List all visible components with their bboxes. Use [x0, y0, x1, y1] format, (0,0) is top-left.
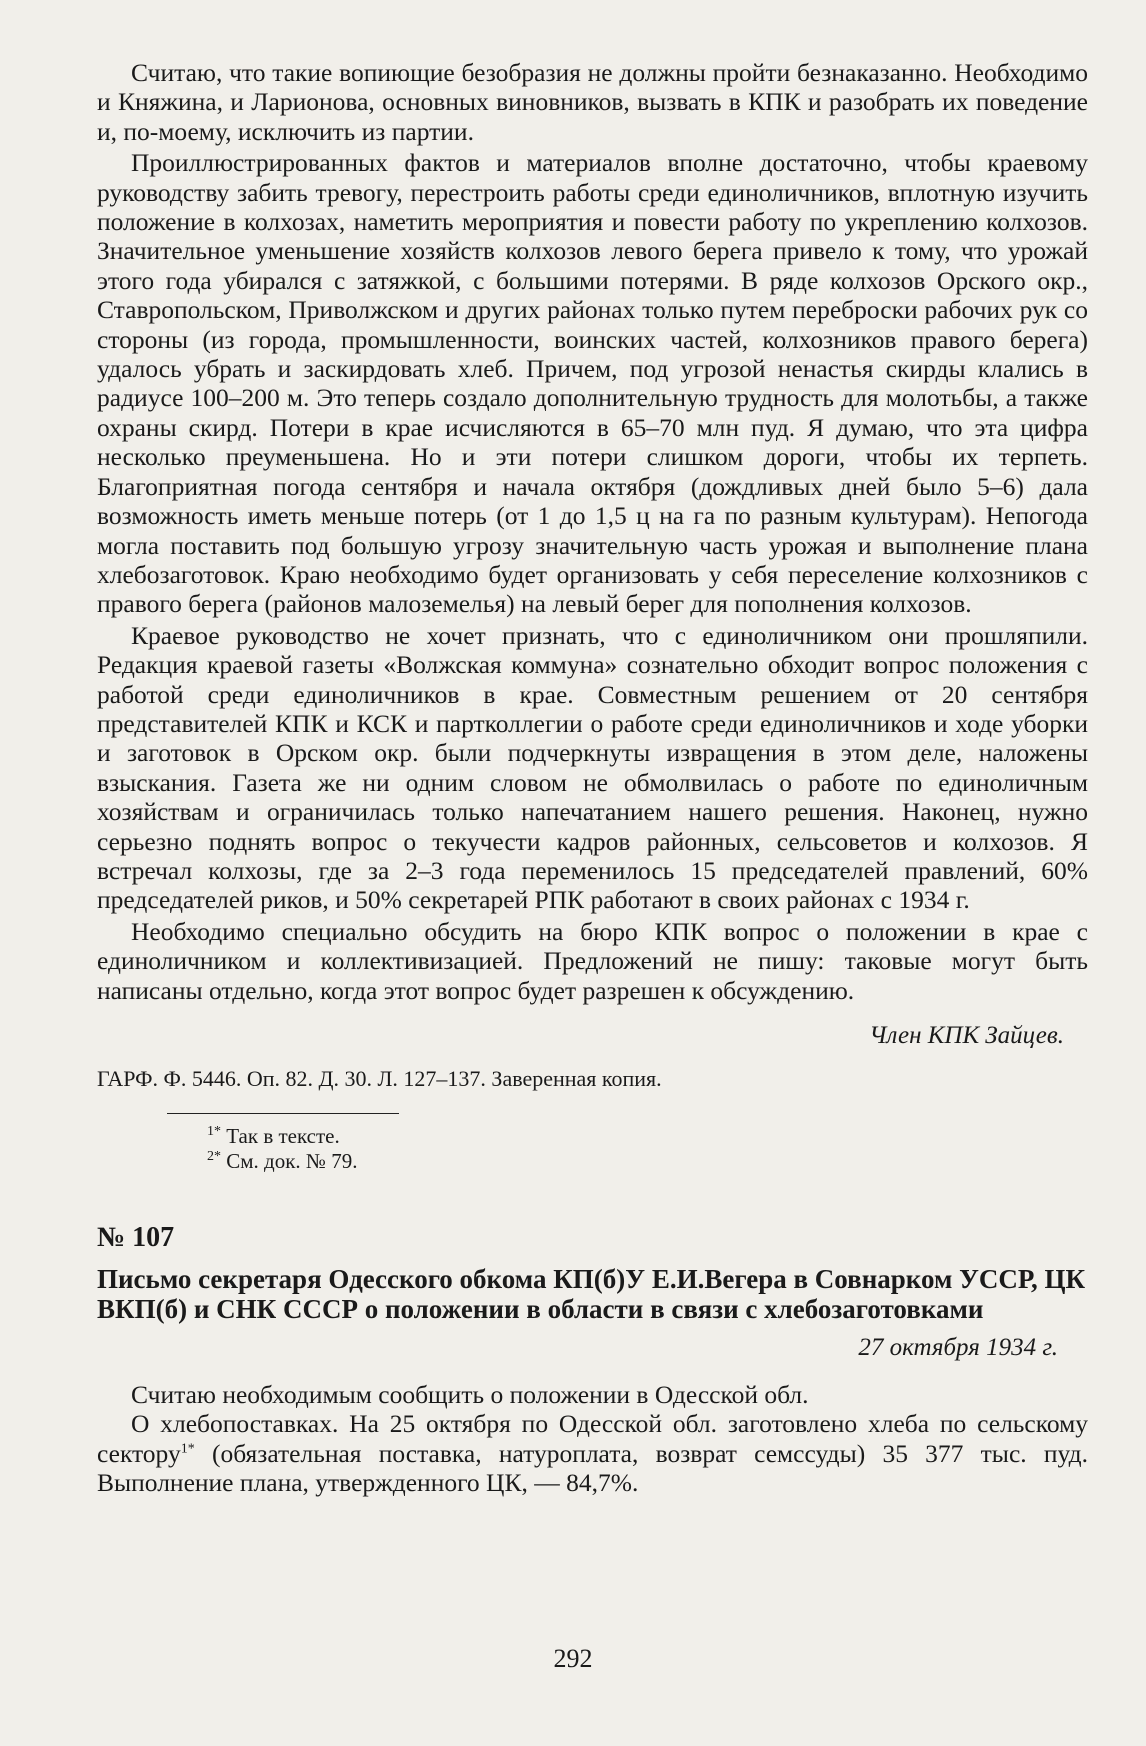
document-107: [97, 1222, 1088, 1498]
document-paragraph-grain: [97, 1409, 1088, 1497]
archive-source: ГАРФ. Ф. 5446. Оп. 82. Д. 30. Л. 127–137. Заверенная копия.: [97, 1066, 662, 1091]
document-number: № 107: [97, 1222, 175, 1253]
grain-text-start: О хлебопоставках. На 25 октября по Одесской обл. заготовлено хлеба по сельскому сектору: [97, 1409, 1088, 1468]
footnote-2: [207, 1149, 1088, 1174]
grain-footnote-mark: 1*: [180, 1441, 195, 1457]
main-column: [97, 58, 1088, 1498]
footnote-1-text: Так в тексте.: [226, 1124, 340, 1148]
signature: Член КПК Зайцев.: [869, 1022, 1064, 1049]
footnote-2-mark: 2*: [207, 1149, 221, 1164]
paragraph-3: Краевое руководство не хочет признать, что с единоличником они прошляпили. Редакция краевой газеты «Волжская коммуна» сознательно обходит вопрос положения с работой среди единоличников в крае. Совместным решением от 20 сентября представителей КПК и КСК и партколлегии о работе среди единоличников и ходе уборки и заготовок в Орском окр. были подчеркнуты извращения в этом деле, наложены взыскания. Газета же ни одним словом не обмолвилась о работе по единоличным хозяйствам и ограничилась только напечатанием нашего решения. Наконец, нужно серьезно поднять вопрос о текучести кадров районных, сельсоветов и колхозов. Я встречал колхозы, где за 2–3 года переменилось 15 председателей правлений, 60% председателей риков, и 50% секретарей РПК работают в своих районах с 1934 г.: [97, 620, 1088, 915]
page-number: 292: [553, 1644, 593, 1673]
grain-text-end: (обязательная поставка, натуроплата, возврат семссуды) 35 377 тыс. пуд. Выполнение плана, утвержденного ЦК, — 84,7%.: [97, 1438, 1088, 1498]
letter-continuation: [97, 58, 1088, 1093]
document-intro: Считаю необходимым сообщить о положении в Одесской обл.: [131, 1380, 809, 1409]
footnote-2-text: См. док. № 79.: [226, 1149, 358, 1173]
paragraph-2: Проиллюстрированных фактов и материалов вполне достаточно, чтобы краевому руководству забить тревогу, перестроить работы среди единоличников, вплотную изучить положение в колхозах, наметить мероприятия и повести работу по укреплению колхозов. Значительное уменьшение хозяйств колхозов левого берега привело к тому, что урожай этого года убирался с затяжкой, с большими потерями. В ряде колхозов Орского окр., Ставропольском, Приволжском и других районах только путем переброски рабочих рук со стороны (из города, промышленности, воинских частей, колхозников правого берега) удалось убрать и заскирдовать хлеб. Причем, под угрозой ненастья скирды клались в радиусе 100–200 м. Это теперь создало дополнительную трудность для молотьбы, а также охраны скирд. Потери в крае исчисляются в 65–70 млн пуд. Я думаю, что эта цифра несколько преуменьшена. Но и эти потери слишком дороги, чтобы их терпеть. Благоприятная погода сентября и начала октября (дождливых дней было 5–6) дала возможность иметь меньше потерь (от 1 до 1,5 ц на га по разным культурам). Непогода могла поставить под большую угрозу значительную часть урожая и выполнение плана хлебозаготовок. Краю необходимо будет организовать у себя переселение колхозников с правого берега (районов малоземелья) на левый берег для пополнения колхозов.: [97, 148, 1088, 619]
footnote-1: [207, 1124, 1088, 1149]
footnotes: [207, 1124, 1088, 1174]
document-date: 27 октября 1934 г.: [858, 1334, 1058, 1361]
footnote-divider: [167, 1113, 399, 1114]
paragraph-1: Считаю, что такие вопиющие безобразия не должны пройти безнаказанно. Необходимо и Княжина, и Ларионова, основных виновников, вызвать в КПК и разобрать их поведение и, по-моему, исключить из партии.: [97, 58, 1088, 146]
paragraph-4: Необходимо специально обсудить на бюро КПК вопрос о положении в крае с единоличником и коллективизацией. Предложений не пишу: таковые могут быть написаны отдельно, когда этот вопрос будет разрешен к обсуждению.: [97, 916, 1088, 1005]
document-title: Письмо секретаря Одесского обкома КП(б)У Е.И.Вегера в Совнарком УССР, ЦК ВКП(б) и СНК СССР о положении в области в связи с хлебозаготовками: [97, 1264, 1086, 1324]
footnote-1-mark: 1*: [207, 1124, 221, 1139]
